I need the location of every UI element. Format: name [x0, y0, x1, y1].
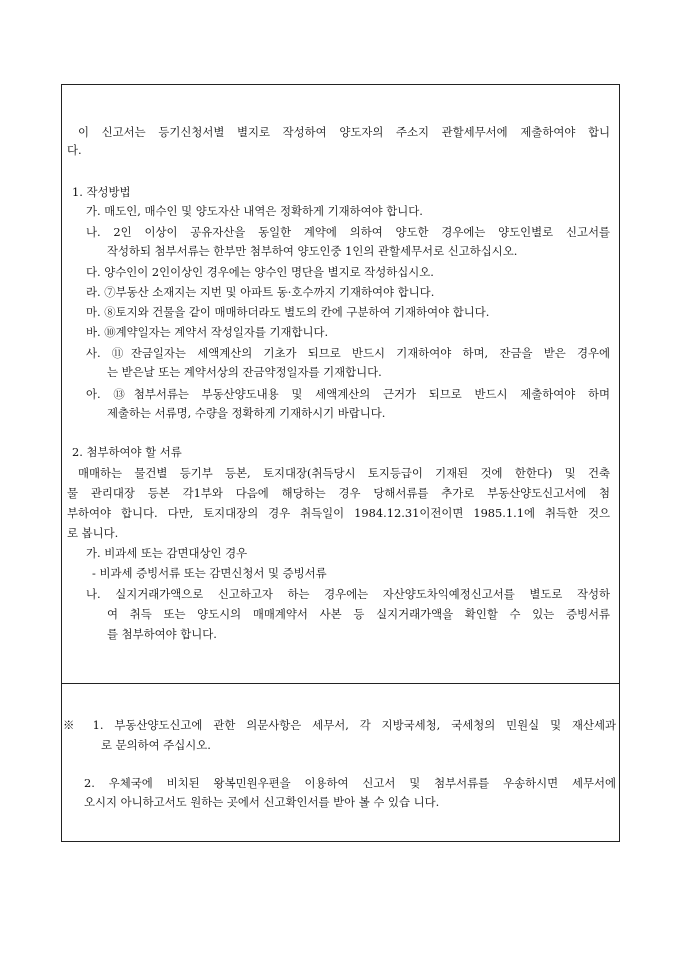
s2-para-4: 로 봅니다. — [67, 526, 119, 540]
s1-item-a-cont: 제출하는 서류명, 수량을 정확하게 기재하시기 바랍니다. — [107, 406, 386, 420]
s1-item-na-cont: 작성하되 첨부서류는 한부만 첨부하여 양도인중 1인의 관할세무서로 신고하십시오. — [107, 244, 518, 258]
s2-item-na: 나. 실지거래가액으로 신고하고자 하는 경우에는 자산양도차익예정신고서를 별도로 작성하 — [86, 587, 610, 601]
s1-item-ga: 가. 매도인, 매수인 및 양도자산 내역은 정확하게 기재하여야 합니다. — [86, 204, 423, 218]
s2-item-na-cont-2: 를 첨부하여야 합니다. — [107, 627, 217, 641]
s1-item-sa-cont: 는 받은날 또는 계약서상의 잔금약정일자를 기재합니다. — [107, 365, 382, 379]
note-line-4: 오시지 아니하고서도 원하는 곳에서 신고확인서를 받아 볼 수 있습 니다. — [84, 795, 440, 809]
s1-item-ra: 라. ⑦부동산 소재지는 지번 및 아파트 동·호수까지 기재하여야 합니다. — [86, 285, 435, 299]
s2-item-na-cont-1: 여 취득 또는 양도시의 매매계약서 사본 등 실지거래가액을 확인할 수 있는 증빙서류 — [107, 607, 610, 621]
note-line-2: 로 문의하여 주십시오. — [101, 738, 211, 752]
section-divider — [62, 683, 619, 684]
note-line-1: ※ 1. 부동산양도신고에 관한 의문사항은 세무서, 각 지방국세청, 국세청의 민원실 및 재산세과 — [63, 718, 616, 732]
s2-para-1: 매매하는 물건별 등기부 등본, 토지대장(취득당시 토지등급이 기재된 것에 한한다) 및 건축 — [78, 466, 610, 480]
s1-item-ba: 바. ⑩계약일자는 계약서 작성일자를 기재합니다. — [86, 325, 329, 339]
note-line-3: 2. 우체국에 비치된 왕복민원우편을 이용하여 신고서 및 첨부서류를 우송하시면 세무서에 — [84, 776, 616, 790]
s2-para-3: 부하여야 합니다. 다만, 토지대장의 경우 취득일이 1984.12.31이전이면 1985.1.1에 취득한 것으 — [67, 506, 610, 520]
s2-para-2: 물 관리대장 등본 각1부와 다음에 해당하는 경우 당해서류를 추가로 부동산양도신고서에 첨 — [67, 486, 610, 500]
s1-item-na: 나. 2인 이상이 공유자산을 동일한 계약에 의하여 양도한 경우에는 양도인별로 신고서를 — [86, 225, 610, 239]
section1-heading: 1. 작성방법 — [72, 185, 131, 199]
s2-item-ga: 가. 비과세 또는 감면대상인 경우 — [86, 546, 248, 560]
s2-item-dash: - 비과세 증빙서류 또는 감면신청서 및 증빙서류 — [92, 566, 327, 580]
intro-line-1: 이 신고서는 등기신청서별 별지로 작성하여 양도자의 주소지 관할세무서에 제출하여야 합니 — [78, 125, 610, 139]
s1-item-da: 다. 양수인이 2인이상인 경우에는 양수인 명단을 별지로 작성하십시오. — [86, 265, 434, 279]
s1-item-sa: 사. ⑪잔금일자는 세액계산의 기초가 되므로 반드시 기재하여야 하며, 잔금을 받은 경우에 — [86, 346, 610, 360]
s1-item-ma: 마. ⑧토지와 건물을 같이 매매하더라도 별도의 칸에 구분하여 기재하여야 합니다. — [86, 305, 490, 319]
intro-line-2: 다. — [67, 143, 82, 157]
section2-heading: 2. 첨부하여야 할 서류 — [72, 445, 182, 459]
s1-item-a: 아. ⑬첨부서류는 부동산양도내용 및 세액계산의 근거가 되므로 반드시 제출하여야 하며 — [86, 387, 610, 401]
